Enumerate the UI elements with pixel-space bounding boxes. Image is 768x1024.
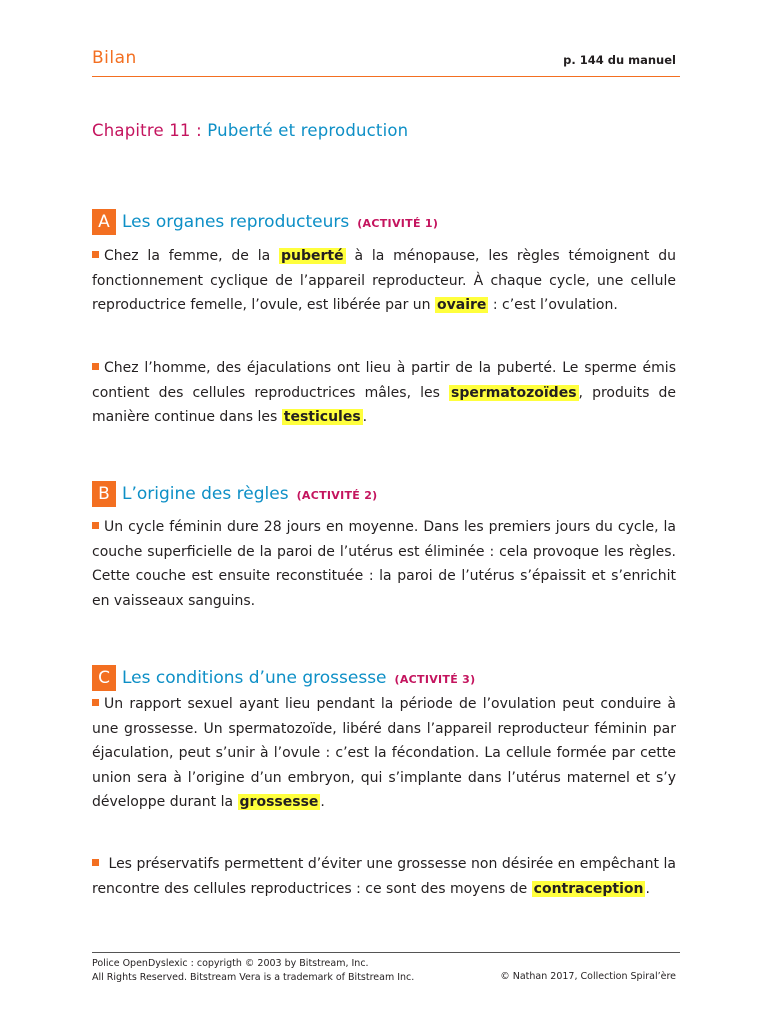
footer-line-2: All Rights Reserved. Bitstream Vera is a trademark of Bitstream Inc. [92, 971, 415, 983]
header-divider [92, 76, 680, 77]
text-run: . [362, 409, 368, 425]
highlight-term: testicules [283, 409, 361, 425]
section-c-letter-badge: C [92, 665, 116, 691]
text-run: : c’est l’ovulation. [488, 297, 618, 313]
section-a-heading [92, 209, 438, 235]
text-run: Un rapport sexuel ayant lieu pendant la période de l’ovulation peut conduire à une grossesse. Un spermatozoïde, libéré dans l’appareil reproducteur féminin par éjaculation, peut s’unir à l’ovule : c’est la fécondation. La cellule formée par cette union sera à l’origine d’un embryon, qui s’implante dans l’utérus maternel et s’y développe durant la [92, 696, 676, 810]
section-a-paragraph-1 [92, 244, 676, 318]
text-run: à la ménopause, les règles témoignent du fonctionnement cyclique de l’appareil reproducteur. À chaque cycle, une cellule reproductrice femelle, l’ovule, est libérée par un [92, 248, 676, 313]
section-a-paragraph-2 [92, 356, 676, 430]
chapter-name: Puberté et reproduction [207, 121, 409, 140]
highlight-term: puberté [281, 248, 344, 264]
section-c-paragraph-1 [92, 692, 676, 815]
square-bullet-icon [92, 251, 99, 258]
text-run: Chez la femme, de la [104, 248, 280, 264]
highlight-term: ovaire [437, 297, 487, 313]
text-run: Un cycle féminin dure 28 jours en moyenne. Dans les premiers jours du cycle, la couche superficielle de la paroi de l’utérus est éliminée : cela provoque les règles. Cette couche est ensuite reconstituée : la paroi de l’utérus s’épaissit et s’enrichit en vaisseaux sanguins. [92, 519, 676, 609]
section-a-title: Les organes reproducteurs [122, 212, 350, 232]
section-a-letter-badge: A [92, 209, 116, 235]
footer-copyright: © Nathan 2017, Collection Spiral’ère [500, 971, 676, 982]
section-b-letter-badge: B [92, 481, 116, 507]
text-run: Les préservatifs permettent d’éviter une grossesse non désirée en empêchant la rencontre des cellules reproductrices : ce sont des moyens de [92, 856, 676, 897]
text-run: . [320, 794, 325, 810]
square-bullet-icon [92, 363, 99, 370]
section-b-activity: (ACTIVITÉ 2) [296, 488, 378, 502]
section-c-title: Les conditions d’une grossesse [122, 668, 387, 688]
square-bullet-icon [92, 522, 99, 529]
chapter-number: Chapitre 11 : [92, 121, 202, 140]
square-bullet-icon [92, 859, 99, 866]
footer-divider [92, 952, 680, 953]
section-c-activity: (ACTIVITÉ 3) [394, 672, 476, 686]
text-run: Chez l’homme, des éjaculations ont lieu à partir de la puberté. Le sperme émis contient des cellules reproductrices mâles, les [92, 360, 676, 401]
text-run: , produits de manière continue dans les [92, 384, 676, 425]
square-bullet-icon [92, 699, 99, 706]
highlight-term: contraception [533, 880, 644, 897]
header-title: Bilan [92, 48, 137, 68]
text-run: . [645, 880, 650, 897]
highlight-term: spermatozoïdes [451, 384, 577, 401]
chapter-heading [92, 121, 408, 140]
section-b-paragraph-1 [92, 515, 676, 613]
footer-font-credit [92, 957, 414, 984]
footer-line-1: Police OpenDyslexic : copyrigth © 2003 by Bitstream, Inc. [92, 958, 369, 969]
section-c-paragraph-2 [92, 852, 676, 901]
section-b-title: L’origine des règles [122, 484, 289, 504]
section-c-heading [92, 665, 475, 691]
section-a-activity: (ACTIVITÉ 1) [357, 216, 439, 230]
page-reference: p. 144 du manuel [563, 53, 676, 67]
section-b-heading [92, 481, 378, 507]
highlight-term: grossesse [239, 794, 319, 810]
